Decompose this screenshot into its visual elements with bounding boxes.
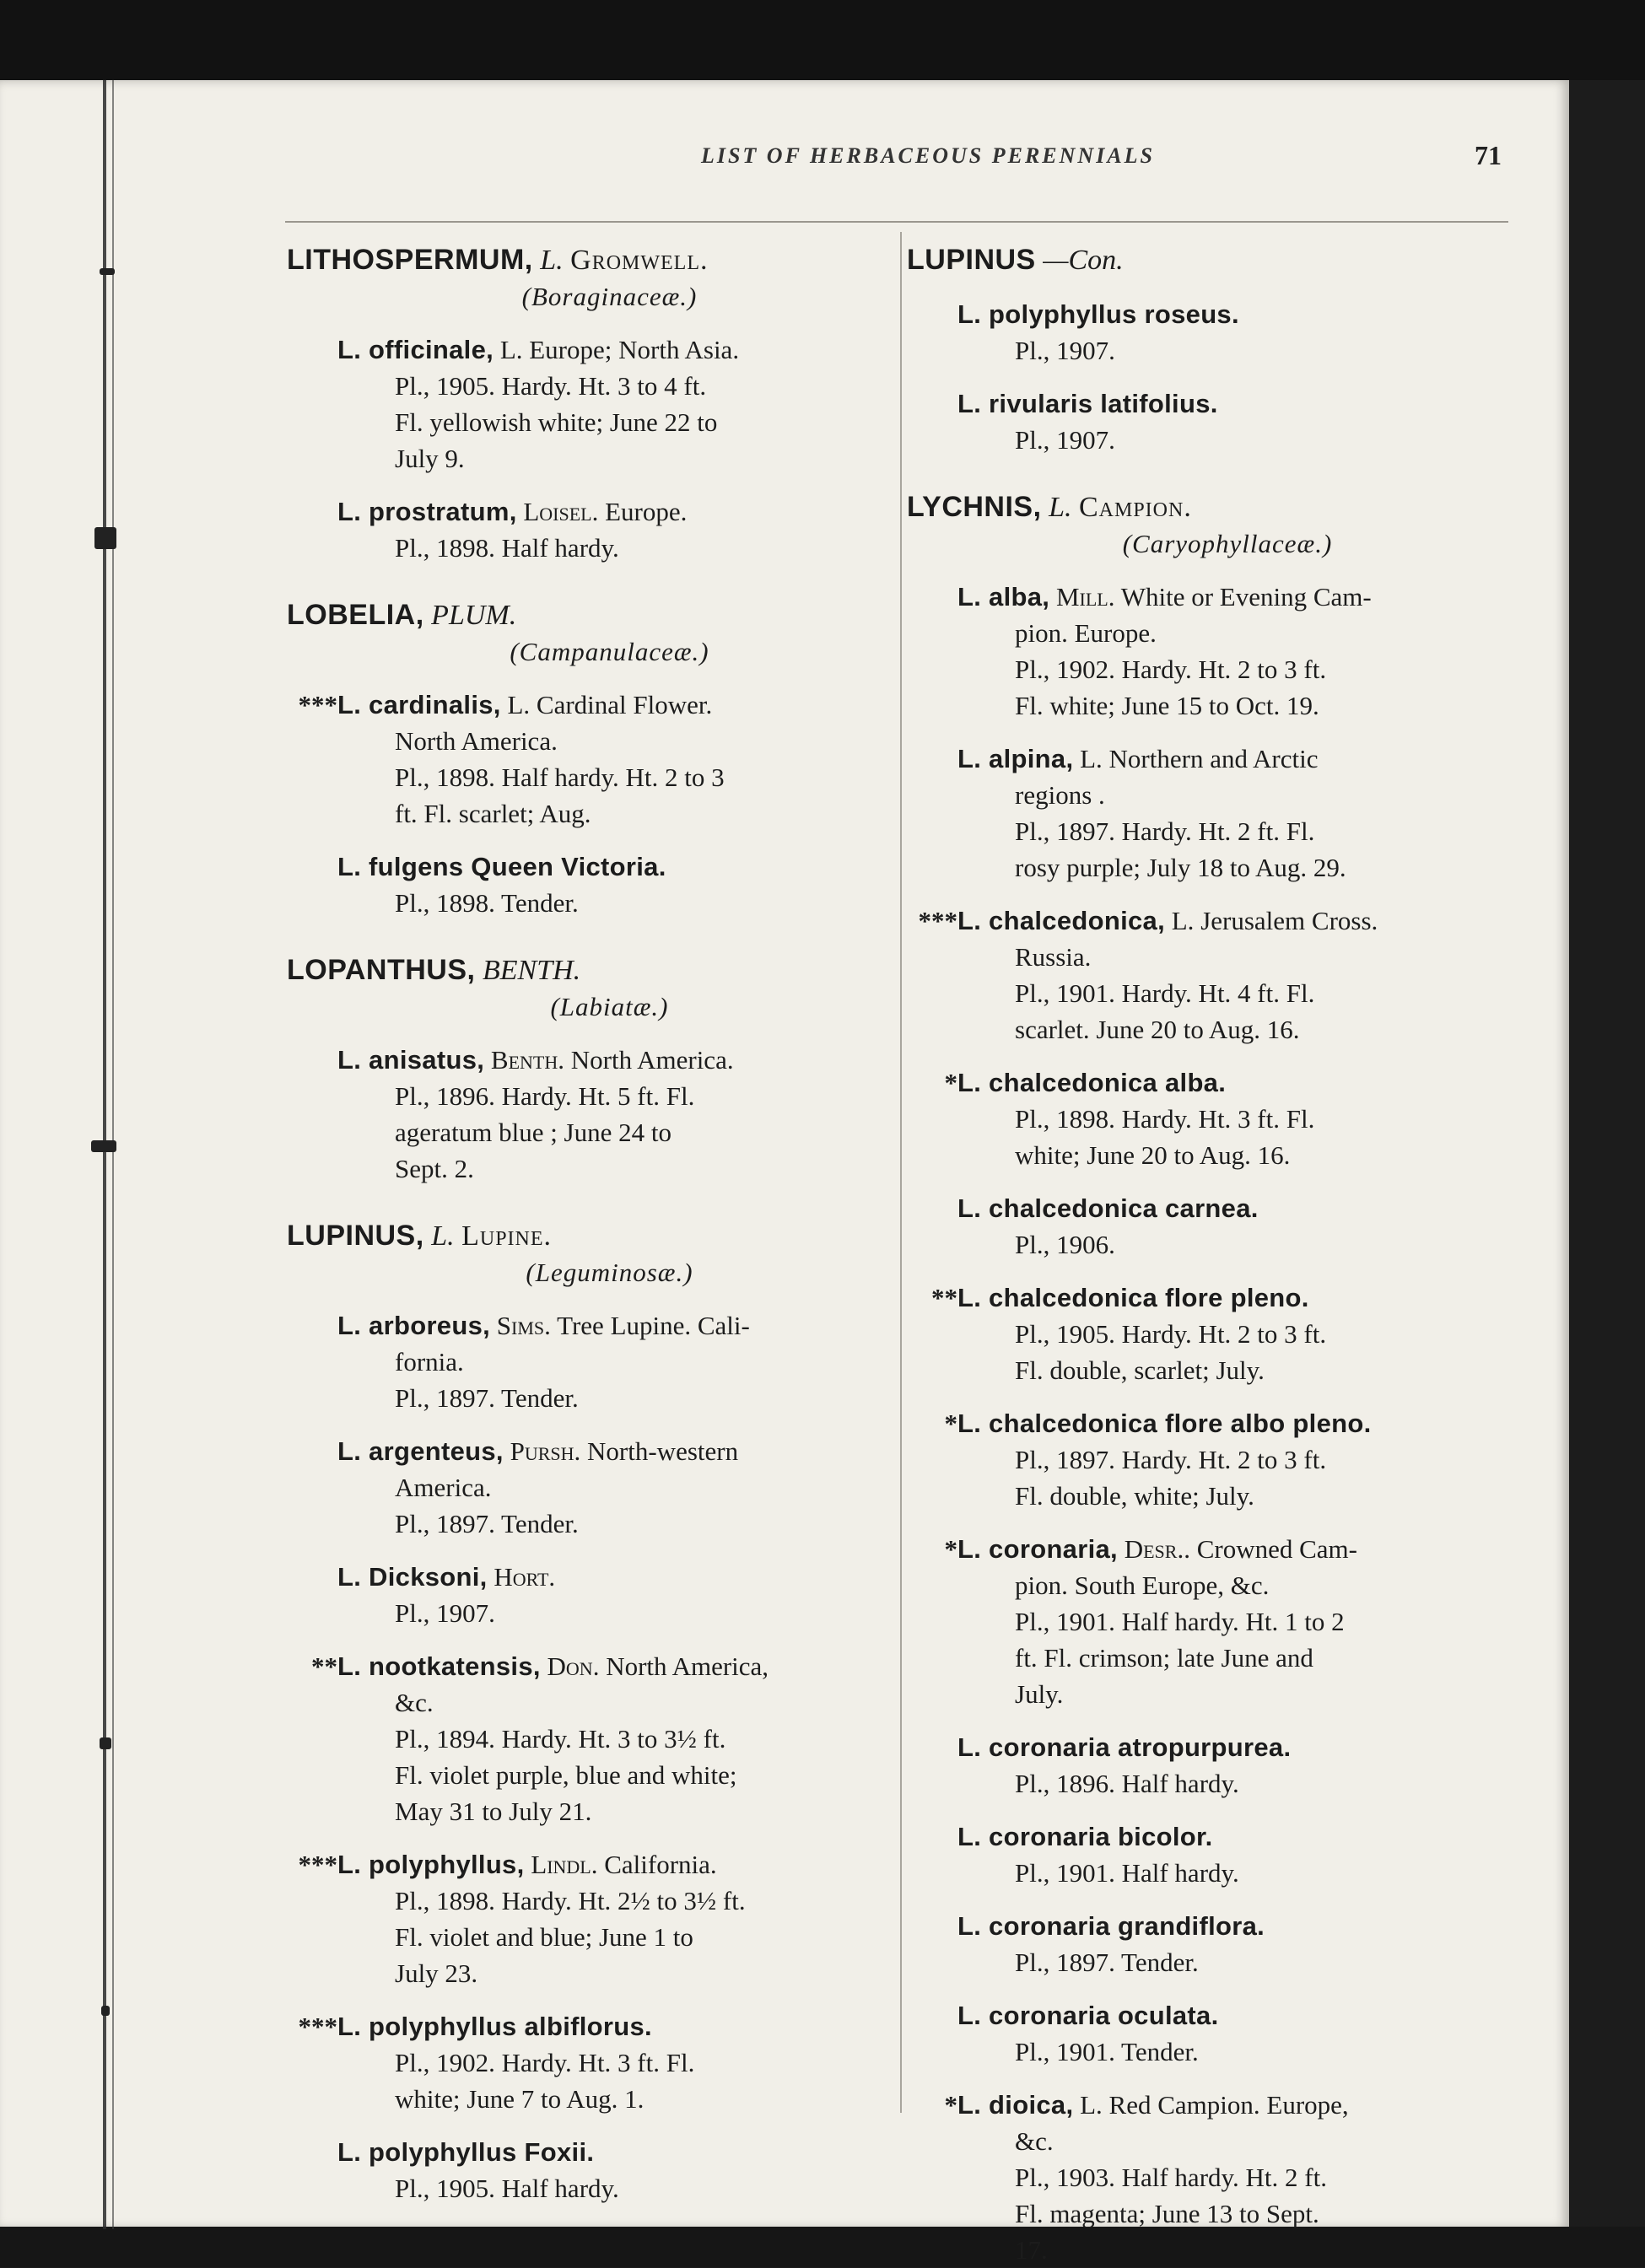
- species-detail-line: Pl., 1907.: [1015, 336, 1115, 365]
- species-detail-line: white; June 20 to Aug. 16.: [1015, 1140, 1291, 1170]
- family-name: (Boraginaceæ.): [521, 282, 698, 311]
- species-note: Cardinal Flower.: [536, 690, 713, 719]
- species-name: L. officinale,: [337, 335, 494, 364]
- species-name: L. polyphyllus roseus.: [957, 299, 1239, 329]
- species-detail-line: Pl., 1898. Tender.: [395, 888, 579, 918]
- species-note: California.: [604, 1850, 717, 1879]
- species-name: L. alba,: [957, 582, 1050, 611]
- species-detail-line: Pl., 1906.: [1015, 1230, 1115, 1259]
- scan-background-top: [0, 0, 1645, 93]
- species-author: Desr..: [1124, 1534, 1190, 1564]
- species-detail-line: Pl., 1903. Half hardy. Ht. 2 ft.: [1015, 2163, 1327, 2192]
- species-entry: [907, 1729, 1514, 1802]
- species-entry: [907, 1818, 1514, 1891]
- species-author: Mill.: [1055, 582, 1115, 611]
- species-headline: [337, 1307, 898, 1344]
- species-detail-line: Pl., 1898. Half hardy.: [395, 533, 619, 563]
- species-entry: [907, 1064, 1514, 1173]
- genus-common-name: Gromwell.: [570, 245, 709, 276]
- species-entry: [287, 848, 898, 921]
- species-detail-line: Pl., 1897. Tender.: [1015, 1947, 1199, 1977]
- species-entry: [287, 687, 898, 832]
- species-detail-line: rosy purple; July 18 to Aug. 29.: [1015, 853, 1346, 882]
- species-detail-line: &c.: [1015, 2126, 1054, 2156]
- species-note: Red Campion. Europe,: [1108, 2090, 1349, 2120]
- species-name: L. chalcedonica flore albo pleno.: [957, 1409, 1372, 1438]
- species-author: L.: [1171, 906, 1195, 935]
- species-name: L. polyphyllus Foxii.: [337, 2137, 595, 2167]
- genus-name: LOPANTHUS,: [287, 954, 476, 986]
- rating-stars: ***: [918, 906, 957, 935]
- genus-name: LITHOSPERMUM,: [287, 244, 533, 276]
- species-detail-line: Fl. magenta; June 13 to Sept.: [1015, 2199, 1319, 2228]
- binding-mark: [91, 1140, 116, 1152]
- species-entry: [287, 331, 898, 477]
- species-detail-line: Pl., 1901. Tender.: [1015, 2037, 1199, 2066]
- species-name: L. rivularis latifolius.: [957, 389, 1218, 418]
- species-entry: [287, 1042, 898, 1187]
- genus-heading: [287, 1217, 898, 1255]
- species-headline: [957, 1190, 1514, 1226]
- species-detail-line: Pl., 1896. Hardy. Ht. 5 ft. Fl.: [395, 1081, 695, 1111]
- species-headline: [957, 1908, 1514, 1944]
- species-author: Hort.: [494, 1562, 556, 1592]
- genus-author: PLUM.: [431, 600, 517, 631]
- genus-name: LYCHNIS,: [907, 491, 1042, 523]
- species-detail-line: Fl. violet purple, blue and white;: [395, 1760, 737, 1790]
- genus-name: LUPINUS: [907, 244, 1036, 276]
- species-name: L. chalcedonica carnea.: [957, 1193, 1259, 1223]
- species-detail-line: Fl. double, white; July.: [1015, 1481, 1254, 1511]
- species-entry: [907, 1908, 1514, 1980]
- species-note: Northern and Arctic: [1108, 744, 1319, 773]
- species-headline: [957, 1279, 1514, 1316]
- running-header: LIST OF HERBACEOUS PERENNIALS: [700, 143, 1156, 168]
- species-author: Don.: [547, 1651, 600, 1681]
- species-note: North America,: [606, 1651, 769, 1681]
- rating-stars: *: [944, 2090, 957, 2120]
- binding-line-secondary: [112, 80, 114, 2229]
- species-note: Crowned Cam-: [1196, 1534, 1357, 1564]
- species-headline: [337, 1846, 898, 1883]
- species-headline: [337, 331, 898, 368]
- species-detail-line: &c.: [395, 1688, 434, 1717]
- species-name: L. dioica,: [957, 2090, 1074, 2120]
- species-detail-line: Pl., 1902. Hardy. Ht. 2 to 3 ft.: [1015, 655, 1327, 684]
- species-detail-line: Fl. violet and blue; June 1 to: [395, 1922, 693, 1952]
- species-detail-line: Pl., 1897. Tender.: [395, 1509, 579, 1538]
- species-author: L.: [1080, 2090, 1103, 2120]
- rating-stars: *: [944, 1534, 957, 1564]
- family-name: (Campanulaceæ.): [510, 637, 709, 666]
- species-headline: [957, 902, 1514, 939]
- species-headline: [337, 1433, 898, 1469]
- rating-stars: **: [311, 1651, 337, 1681]
- species-entry: [907, 1190, 1514, 1263]
- genus-common-name: Campion.: [1078, 492, 1192, 523]
- species-detail-line: pion. South Europe, &c.: [1015, 1570, 1270, 1600]
- binding-mark: [101, 2006, 110, 2016]
- species-entry: [287, 2008, 898, 2117]
- species-entry: [907, 2087, 1514, 2268]
- species-headline: [337, 848, 898, 885]
- species-headline: [337, 493, 898, 530]
- species-note: Jerusalem Cross.: [1200, 906, 1378, 935]
- species-name: L. chalcedonica flore pleno.: [957, 1283, 1309, 1312]
- genus-author: L.: [431, 1220, 455, 1252]
- species-headline: [337, 1648, 898, 1684]
- species-name: L. Dicksoni,: [337, 1562, 488, 1592]
- species-detail-line: Fl. white; June 15 to Oct. 19.: [1015, 691, 1319, 720]
- species-entry: [907, 296, 1514, 369]
- rating-stars: **: [931, 1283, 957, 1312]
- species-author: Loisel.: [523, 497, 599, 526]
- species-note: Europe.: [605, 497, 688, 526]
- species-detail-line: Pl., 1897. Hardy. Ht. 2 ft. Fl.: [1015, 816, 1315, 846]
- family-name: (Labiatæ.): [550, 992, 669, 1021]
- genus-name: LOBELIA,: [287, 599, 424, 631]
- species-author: L.: [1080, 744, 1103, 773]
- rating-stars: *: [944, 1409, 957, 1438]
- species-entry: [907, 579, 1514, 724]
- species-detail-line: May 31 to July 21.: [395, 1797, 592, 1826]
- species-entry: [287, 1846, 898, 1991]
- species-detail-line: July.: [1015, 1679, 1064, 1709]
- species-detail-line: America.: [395, 1473, 492, 1502]
- species-name: L. arboreus,: [337, 1311, 491, 1340]
- species-headline: [337, 1042, 898, 1078]
- species-detail-line: Pl., 1907.: [1015, 425, 1115, 455]
- species-entry: [907, 741, 1514, 886]
- species-name: L. prostratum,: [337, 497, 517, 526]
- species-detail-line: Pl., 1901. Half hardy. Ht. 1 to 2: [1015, 1607, 1345, 1636]
- species-detail-line: Pl., 1897. Tender.: [395, 1383, 579, 1413]
- species-headline: [957, 296, 1514, 332]
- species-entry: [287, 493, 898, 566]
- species-headline: [957, 1818, 1514, 1855]
- species-name: L. nootkatensis,: [337, 1651, 541, 1681]
- species-author: L.: [507, 690, 531, 719]
- binding-mark: [100, 1737, 111, 1749]
- rating-stars: ***: [298, 2012, 337, 2041]
- species-entry: [287, 1307, 898, 1416]
- species-headline: [957, 385, 1514, 422]
- binding-mark: [100, 268, 115, 275]
- page-number: 71: [1475, 140, 1502, 170]
- species-detail-line: ageratum blue ; June 24 to: [395, 1118, 671, 1147]
- species-name: L. chalcedonica alba.: [957, 1068, 1227, 1097]
- genus-heading: [287, 241, 898, 279]
- species-headline: [337, 1559, 898, 1595]
- species-note: North-western: [587, 1436, 739, 1466]
- species-note: White or Evening Cam-: [1120, 582, 1372, 611]
- species-name: L. chalcedonica,: [957, 906, 1165, 935]
- species-entry: [287, 1433, 898, 1542]
- species-detail-line: Sept. 2.: [395, 1154, 474, 1183]
- species-entry: [907, 902, 1514, 1048]
- genus-author: —Con.: [1043, 245, 1124, 276]
- species-detail-line: Pl., 1896. Half hardy.: [1015, 1769, 1239, 1798]
- species-detail-line: Pl., 1898. Hardy. Ht. 3 ft. Fl.: [1015, 1104, 1315, 1134]
- species-headline: [957, 2087, 1514, 2123]
- species-detail-line: Fl. yellowish white; June 22 to: [395, 407, 718, 437]
- page-edge-shadow: [1569, 80, 1645, 2229]
- species-detail-line: Pl., 1901. Half hardy.: [1015, 1858, 1239, 1888]
- genus-author: BENTH.: [482, 955, 581, 986]
- species-detail-line: Pl., 1905. Half hardy.: [395, 2174, 619, 2203]
- species-detail-line: ft. Fl. scarlet; Aug.: [395, 799, 591, 828]
- species-detail-line: Pl., 1905. Hardy. Ht. 2 to 3 ft.: [1015, 1319, 1327, 1349]
- species-detail-line: Pl., 1894. Hardy. Ht. 3 to 3½ ft.: [395, 1724, 726, 1754]
- species-note: Tree Lupine. Cali-: [557, 1311, 750, 1340]
- species-entry: [287, 1559, 898, 1631]
- species-headline: [957, 1997, 1514, 2034]
- species-name: L. coronaria atropurpurea.: [957, 1732, 1292, 1762]
- species-entry: [907, 1405, 1514, 1514]
- species-detail-line: regions .: [1015, 780, 1105, 810]
- species-headline: [957, 1405, 1514, 1441]
- species-detail-line: pion. Europe.: [1015, 618, 1157, 648]
- genus-heading: [907, 488, 1514, 526]
- species-headline: [957, 1531, 1514, 1567]
- column-divider: [900, 232, 902, 2113]
- family-name: (Caryophyllaceæ.): [1122, 529, 1333, 558]
- species-headline: [957, 579, 1514, 615]
- rating-stars: ***: [298, 1850, 337, 1879]
- species-name: L. coronaria bicolor.: [957, 1822, 1213, 1851]
- species-detail-line: Russia.: [1015, 942, 1092, 972]
- species-author: Benth.: [490, 1045, 564, 1075]
- rating-stars: *: [944, 1068, 957, 1097]
- genus-author: L.: [540, 245, 564, 276]
- species-headline: [337, 2134, 898, 2170]
- rating-stars: ***: [298, 690, 337, 719]
- genus-heading: [907, 241, 1514, 279]
- genus-author: L.: [1049, 492, 1072, 523]
- family-name: (Leguminosæ.): [526, 1258, 693, 1287]
- species-detail-line: 17.: [1015, 2235, 1048, 2265]
- species-headline: [957, 1729, 1514, 1765]
- species-entry: [907, 1531, 1514, 1712]
- genus-heading: [287, 596, 898, 634]
- species-detail-line: Pl., 1901. Hardy. Ht. 4 ft. Fl.: [1015, 978, 1315, 1008]
- species-name: L. polyphyllus,: [337, 1850, 525, 1879]
- species-headline: [337, 2008, 898, 2044]
- genus-heading: [287, 951, 898, 989]
- species-name: L. alpina,: [957, 744, 1074, 773]
- species-name: L. argenteus,: [337, 1436, 504, 1466]
- genus-name: LUPINUS,: [287, 1220, 424, 1252]
- species-detail-line: Pl., 1898. Half hardy. Ht. 2 to 3: [395, 762, 725, 792]
- species-detail-line: Pl., 1902. Hardy. Ht. 3 ft. Fl.: [395, 2048, 695, 2077]
- species-detail-line: July 23.: [395, 1958, 478, 1988]
- binding-mark: [94, 527, 116, 549]
- species-detail-line: ft. Fl. crimson; late June and: [1015, 1643, 1313, 1673]
- species-entry: [907, 1279, 1514, 1388]
- species-name: L. fulgens Queen Victoria.: [337, 852, 666, 881]
- species-headline: [957, 741, 1514, 777]
- species-author: Pursh.: [510, 1436, 581, 1466]
- species-entry: [907, 1997, 1514, 2070]
- species-name: L. coronaria,: [957, 1534, 1118, 1564]
- species-name: L. anisatus,: [337, 1045, 485, 1075]
- species-entry: [287, 1648, 898, 1829]
- species-detail-line: white; June 7 to Aug. 1.: [395, 2084, 645, 2114]
- species-detail-line: Pl., 1898. Hardy. Ht. 2½ to 3½ ft.: [395, 1886, 746, 1915]
- binding-line: [103, 80, 106, 2229]
- species-name: L. polyphyllus albiflorus.: [337, 2012, 652, 2041]
- left-column: [287, 241, 898, 2206]
- species-note: North America.: [570, 1045, 734, 1075]
- species-detail-line: Pl., 1897. Hardy. Ht. 2 to 3 ft.: [1015, 1445, 1327, 1474]
- species-detail-line: Fl. double, scarlet; July.: [1015, 1355, 1265, 1385]
- species-author: L.: [499, 335, 523, 364]
- species-detail-line: July 9.: [395, 444, 465, 473]
- species-entry: [907, 385, 1514, 458]
- genus-common-name: Lupine.: [461, 1220, 553, 1252]
- header-rule: [285, 221, 1508, 223]
- right-column: [907, 241, 1514, 2268]
- species-name: L. coronaria grandiflora.: [957, 1911, 1265, 1941]
- species-name: L. coronaria oculata.: [957, 2001, 1219, 2030]
- species-detail-line: North America.: [395, 726, 558, 756]
- species-entry: [287, 2134, 898, 2206]
- species-author: Lindl.: [531, 1850, 598, 1879]
- species-detail-line: fornia.: [395, 1347, 464, 1376]
- species-detail-line: Pl., 1905. Hardy. Ht. 3 to 4 ft.: [395, 371, 707, 401]
- species-detail-line: scarlet. June 20 to Aug. 16.: [1015, 1015, 1300, 1044]
- species-headline: [957, 1064, 1514, 1101]
- species-author: Sims.: [496, 1311, 551, 1340]
- species-name: L. cardinalis,: [337, 690, 501, 719]
- species-note: Europe; North Asia.: [529, 335, 740, 364]
- species-headline: [337, 687, 898, 723]
- species-detail-line: Pl., 1907.: [395, 1598, 495, 1628]
